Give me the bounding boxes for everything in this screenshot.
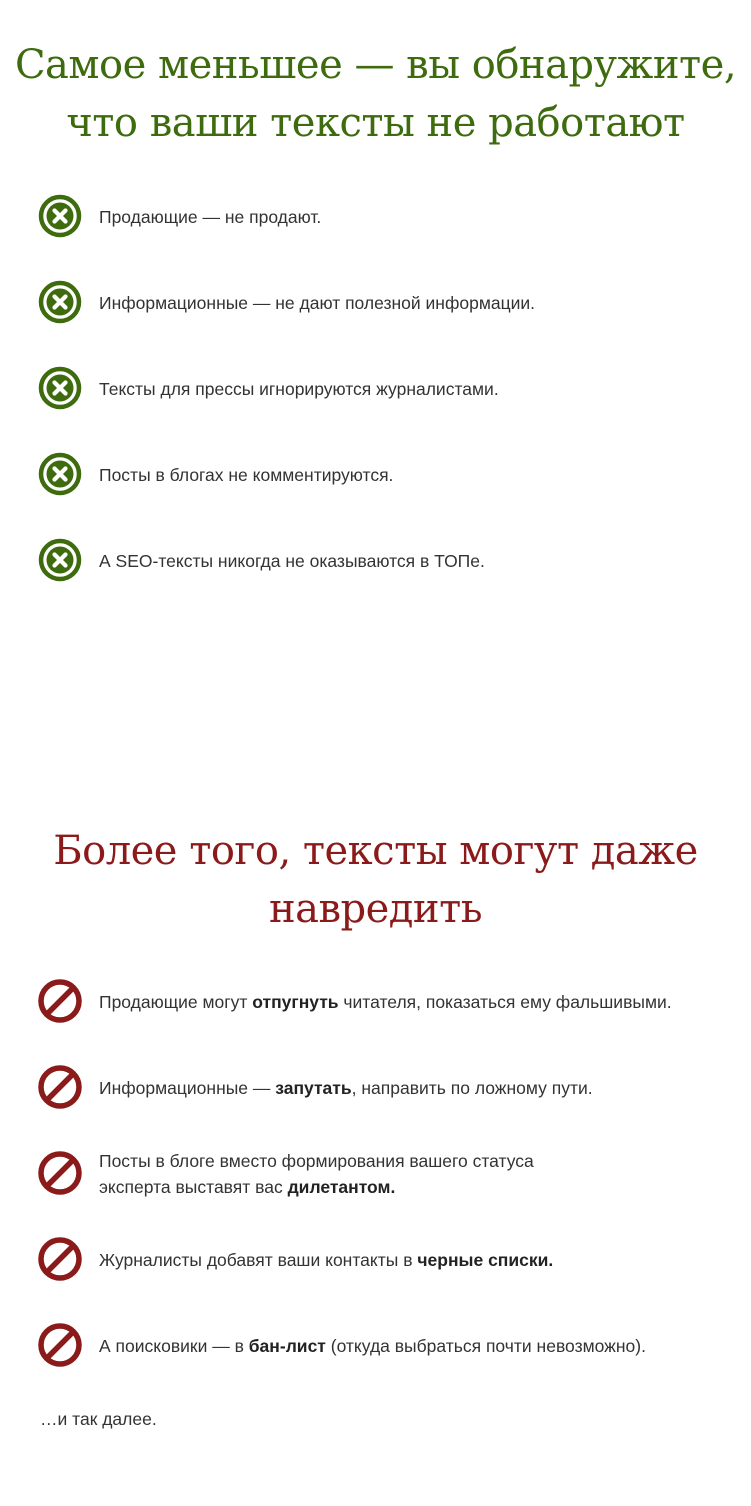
x-circle-icon bbox=[38, 538, 82, 582]
list-item-text: Тексты для прессы игнорируются журналистами. bbox=[99, 379, 499, 399]
emphasis: бан-лист bbox=[248, 1336, 326, 1356]
x-circle-icon bbox=[38, 280, 82, 324]
list-item-harm bbox=[38, 979, 728, 1025]
list-item-text: Продающие — не продают. bbox=[99, 207, 322, 227]
section-harm-heading bbox=[0, 822, 751, 938]
list-item-text: Информационные — запутать, направить по ложному пути. bbox=[99, 1078, 593, 1098]
list-item-text: Журналисты добавят ваши контакты в черные списки. bbox=[99, 1250, 554, 1270]
list-item-bad bbox=[38, 194, 728, 240]
heading-line: Более того, тексты могут даже bbox=[53, 828, 698, 874]
heading-line: навредить bbox=[269, 886, 482, 932]
list-item-text: А поисковики — в бан-лист (откуда выбраться почти невозможно). bbox=[99, 1336, 646, 1356]
heading-line: что ваши тексты не работают bbox=[66, 100, 685, 146]
list-item-bad bbox=[38, 538, 728, 584]
x-circle-icon bbox=[38, 194, 82, 238]
list-item-harm bbox=[38, 1237, 728, 1283]
list-item-text: Продающие могут отпугнуть читателя, показаться ему фальшивыми. bbox=[99, 992, 672, 1012]
emphasis: отпугнуть bbox=[252, 992, 339, 1012]
list-item-text: А SEO-тексты никогда не оказываются в ТОПе. bbox=[99, 551, 485, 571]
list-item-text: Информационные — не дают полезной информации. bbox=[99, 293, 536, 313]
prohibited-icon bbox=[38, 1323, 82, 1367]
list-item-harm bbox=[38, 1065, 728, 1111]
footer-text: …и так далее. bbox=[40, 1409, 157, 1429]
list-item-bad bbox=[38, 366, 728, 412]
prohibited-icon bbox=[38, 979, 82, 1023]
heading-line: Самое меньшее — вы обнаружите, bbox=[14, 42, 737, 88]
prohibited-icon bbox=[38, 1237, 82, 1281]
list-item-harm bbox=[38, 1151, 728, 1197]
section-bad-heading bbox=[0, 36, 751, 152]
list-item-harm bbox=[38, 1323, 728, 1369]
list-item-text: Посты в блоге вместо формирования вашего статуса эксперта выставят вас дилетантом. bbox=[99, 1151, 534, 1197]
list-item-bad bbox=[38, 452, 728, 498]
emphasis: запутать bbox=[275, 1078, 352, 1098]
x-circle-icon bbox=[38, 366, 82, 410]
emphasis: черные списки. bbox=[417, 1250, 554, 1270]
prohibited-icon bbox=[38, 1151, 82, 1195]
list-item-bad bbox=[38, 280, 728, 326]
x-circle-icon bbox=[38, 452, 82, 496]
list-item-text: Посты в блогах не комментируются. bbox=[99, 465, 394, 485]
emphasis: дилетантом. bbox=[287, 1177, 396, 1197]
prohibited-icon bbox=[38, 1065, 82, 1109]
